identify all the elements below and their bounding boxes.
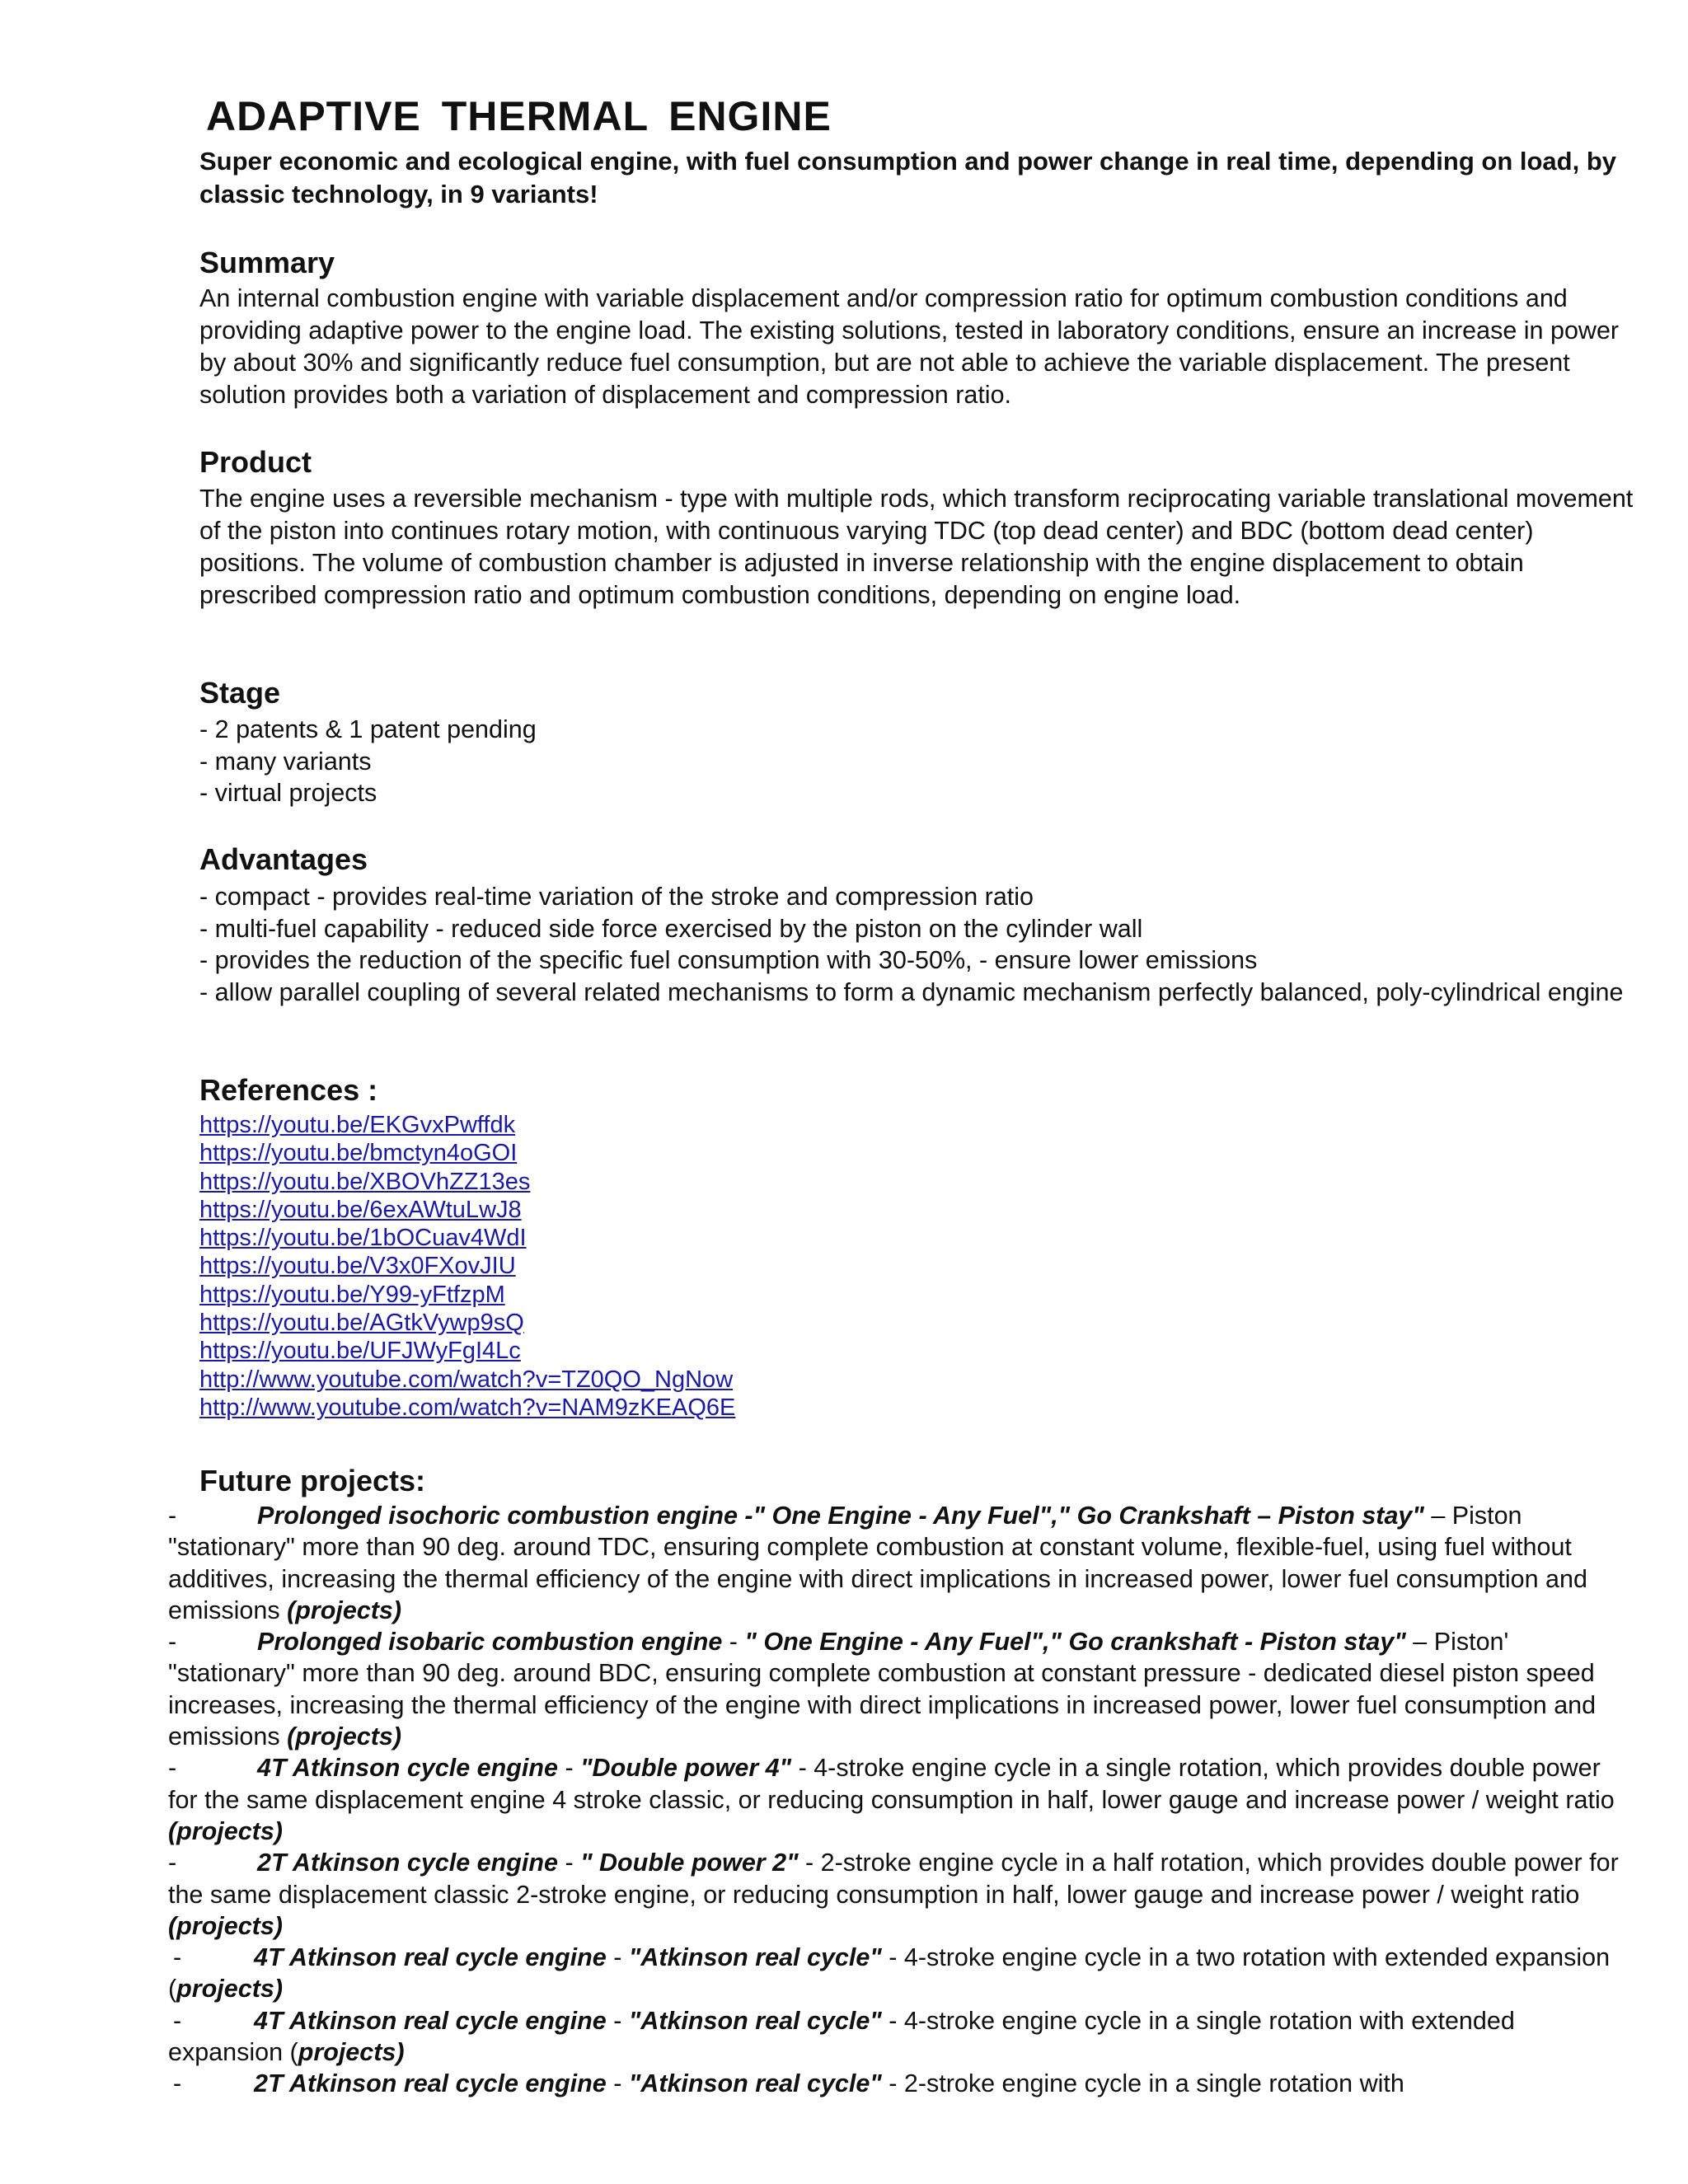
reference-link[interactable]: https://youtu.be/V3x0FXovJIU	[199, 1253, 516, 1280]
document-subtitle: Super economic and ecological engine, with fuel consumption and power change in real time, depending on load, by classic technology, in 9 variants!	[199, 147, 1617, 209]
bullet-dash: -	[168, 1849, 177, 1877]
project-separator: -	[606, 2069, 629, 2098]
project-description: - 2-stroke engine cycle in a single rotation with	[881, 2069, 1404, 2098]
stage-item: - virtual projects	[199, 779, 377, 807]
project-nickname: " One Engine - Any Fuel"," Go crankshaft - Piston stay"	[744, 1628, 1406, 1657]
future-project-item	[168, 1626, 1627, 1752]
project-separator: -	[606, 1943, 629, 1972]
advantages-heading: Advantages	[199, 842, 368, 876]
project-name: Prolonged isochoric combustion engine -" One Engine - Any Fuel"," Go Crankshaft – Piston stay"	[257, 1502, 1424, 1530]
references-list	[199, 1111, 735, 1422]
project-name: 2T Atkinson real cycle engine	[254, 2069, 607, 2098]
project-status: projects)	[176, 1975, 283, 2004]
project-name: 2T Atkinson cycle engine	[257, 1849, 558, 1877]
bullet-dash: -	[173, 2006, 182, 2035]
future-project-item	[168, 1847, 1627, 1942]
project-nickname: "Atkinson real cycle"	[628, 2006, 882, 2035]
reference-link[interactable]: https://youtu.be/AGtkVywp9sQ	[199, 1310, 524, 1337]
project-name: Prolonged isobaric combustion engine	[257, 1628, 723, 1657]
references-heading: References :	[199, 1073, 378, 1107]
project-description: – Piston "stationary" more than 90 deg. around TDC, ensuring complete combustion at constant volume, flexible-fuel, using fuel without additives, increasing the thermal efficiency of the engine with direct implications in increased power, lower fuel consumption and emissions	[168, 1502, 1587, 1624]
stage-item: - 2 patents & 1 patent pending	[199, 715, 537, 743]
bullet-dash: -	[168, 1754, 177, 1783]
bullet-dash: -	[168, 1628, 177, 1657]
reference-link[interactable]: https://youtu.be/UFJWyFgI4Lc	[199, 1338, 521, 1365]
stage-heading: Stage	[199, 676, 281, 710]
stage-item: - many variants	[199, 747, 372, 776]
project-nickname: "Double power 4"	[580, 1754, 792, 1783]
project-name: 4T Atkinson cycle engine	[257, 1754, 558, 1783]
summary-text: An internal combustion engine with variable displacement and/or compression ratio for optimum combustion conditions and providing adaptive power to the engine load. The existing solutions, tested in laboratory conditions, ensure an increase in power by about 30% and significantly reduce fuel consumption, but are not able to achieve the variable displacement. The present solution provides both a variation of displacement and compression ratio.	[199, 284, 1620, 409]
project-description: – Piston' "stationary" more than 90 deg. around BDC, ensuring complete combustion at constant pressure - dedicated diesel piston speed increases, increasing the thermal efficiency of the engine with direct implications in increased power, lower fuel consumption and emissions	[168, 1628, 1597, 1751]
product-heading: Product	[199, 445, 312, 479]
reference-link[interactable]: https://youtu.be/bmctyn4oGOI	[199, 1140, 518, 1167]
project-status: (projects)	[168, 1911, 283, 1940]
advantage-item: - provides the reduction of the specific fuel consumption with 30-50%, - ensure lower emissions	[199, 946, 1258, 974]
advantage-item: - multi-fuel capability - reduced side force exercised by the piston on the cylinder wall	[199, 914, 1143, 943]
project-description: - 2-stroke engine cycle in a half rotation, which provides double power for the same displacement classic 2-stroke engine, or reducing consumption in half, lower gauge and increase power / weight ratio	[168, 1849, 1619, 1909]
reference-link[interactable]: http://www.youtube.com/watch?v=TZ0QO_NgNow	[199, 1366, 734, 1393]
project-status: (projects)	[287, 1722, 402, 1751]
project-status: projects)	[298, 2038, 405, 2067]
project-separator: -	[557, 1849, 581, 1877]
reference-link[interactable]: https://youtu.be/EKGvxPwffdk	[199, 1112, 516, 1138]
summary-heading: Summary	[199, 246, 335, 279]
document-title: ADAPTIVE THERMAL ENGINE	[206, 93, 832, 139]
project-separator: -	[606, 2006, 629, 2035]
project-nickname: "Atkinson real cycle"	[628, 2069, 882, 2098]
project-description: - 4-stroke engine cycle in a single rotation, which provides double power for the same displacement engine 4 stroke classic, or reducing consumption in half, lower gauge and increase power / weight ratio	[168, 1754, 1615, 1814]
project-nickname: "Atkinson real cycle"	[628, 1943, 882, 1972]
reference-link[interactable]: http://www.youtube.com/watch?v=NAM9zKEAQ6E	[199, 1394, 736, 1421]
advantage-item: - compact - provides real-time variation of the stroke and compression ratio	[199, 883, 1034, 911]
reference-link[interactable]: https://youtu.be/1bOCuav4WdI	[199, 1225, 527, 1252]
project-status: (projects)	[168, 1816, 283, 1845]
project-nickname: " Double power 2"	[580, 1849, 799, 1877]
advantage-item: - allow parallel coupling of several related mechanisms to form a dynamic mechanism perfectly balanced, poly-cylindrical engine	[199, 977, 1624, 1006]
reference-link[interactable]: https://youtu.be/XBOVhZZ13es	[199, 1168, 531, 1195]
reference-link[interactable]: https://youtu.be/6exAWtuLwJ8	[199, 1196, 522, 1223]
stage-list	[199, 714, 1650, 809]
future-project-item	[168, 1500, 1627, 1626]
bullet-dash: -	[173, 2069, 182, 2098]
advantages-list	[199, 881, 1634, 1008]
project-name: 4T Atkinson real cycle engine	[254, 1943, 607, 1972]
future-project-item	[168, 1942, 1627, 2005]
project-separator: -	[722, 1628, 745, 1657]
project-description: - 4-stroke engine cycle in a single rotation with extended expansion (	[168, 2006, 1515, 2067]
future-project-item	[168, 1752, 1627, 1847]
product-text: The engine uses a reversible mechanism - type with multiple rods, which transform reciprocating variable translational movement of the piston into continues rotary motion, with continuous varying TDC (top dead center) and BDC (bottom dead center) positions. The volume of combustion chamber is adjusted in inverse relationship with the engine displacement to obtain prescribed compression ratio and optimum combustion conditions, depending on engine load.	[199, 485, 1634, 609]
reference-link[interactable]: https://youtu.be/Y99-yFtfzpM	[199, 1281, 505, 1308]
bullet-dash: -	[168, 1502, 177, 1530]
bullet-dash: -	[173, 1943, 182, 1972]
future-projects-list	[168, 1500, 1627, 2100]
project-separator: -	[557, 1754, 581, 1783]
future-project-item	[168, 2005, 1627, 2069]
project-description: - 4-stroke engine cycle in a two rotation with extended expansion (	[168, 1943, 1611, 2004]
project-status: (projects)	[287, 1596, 402, 1624]
future-projects-heading: Future projects:	[199, 1464, 426, 1497]
future-project-item	[168, 2068, 1627, 2099]
project-name: 4T Atkinson real cycle engine	[254, 2006, 607, 2035]
